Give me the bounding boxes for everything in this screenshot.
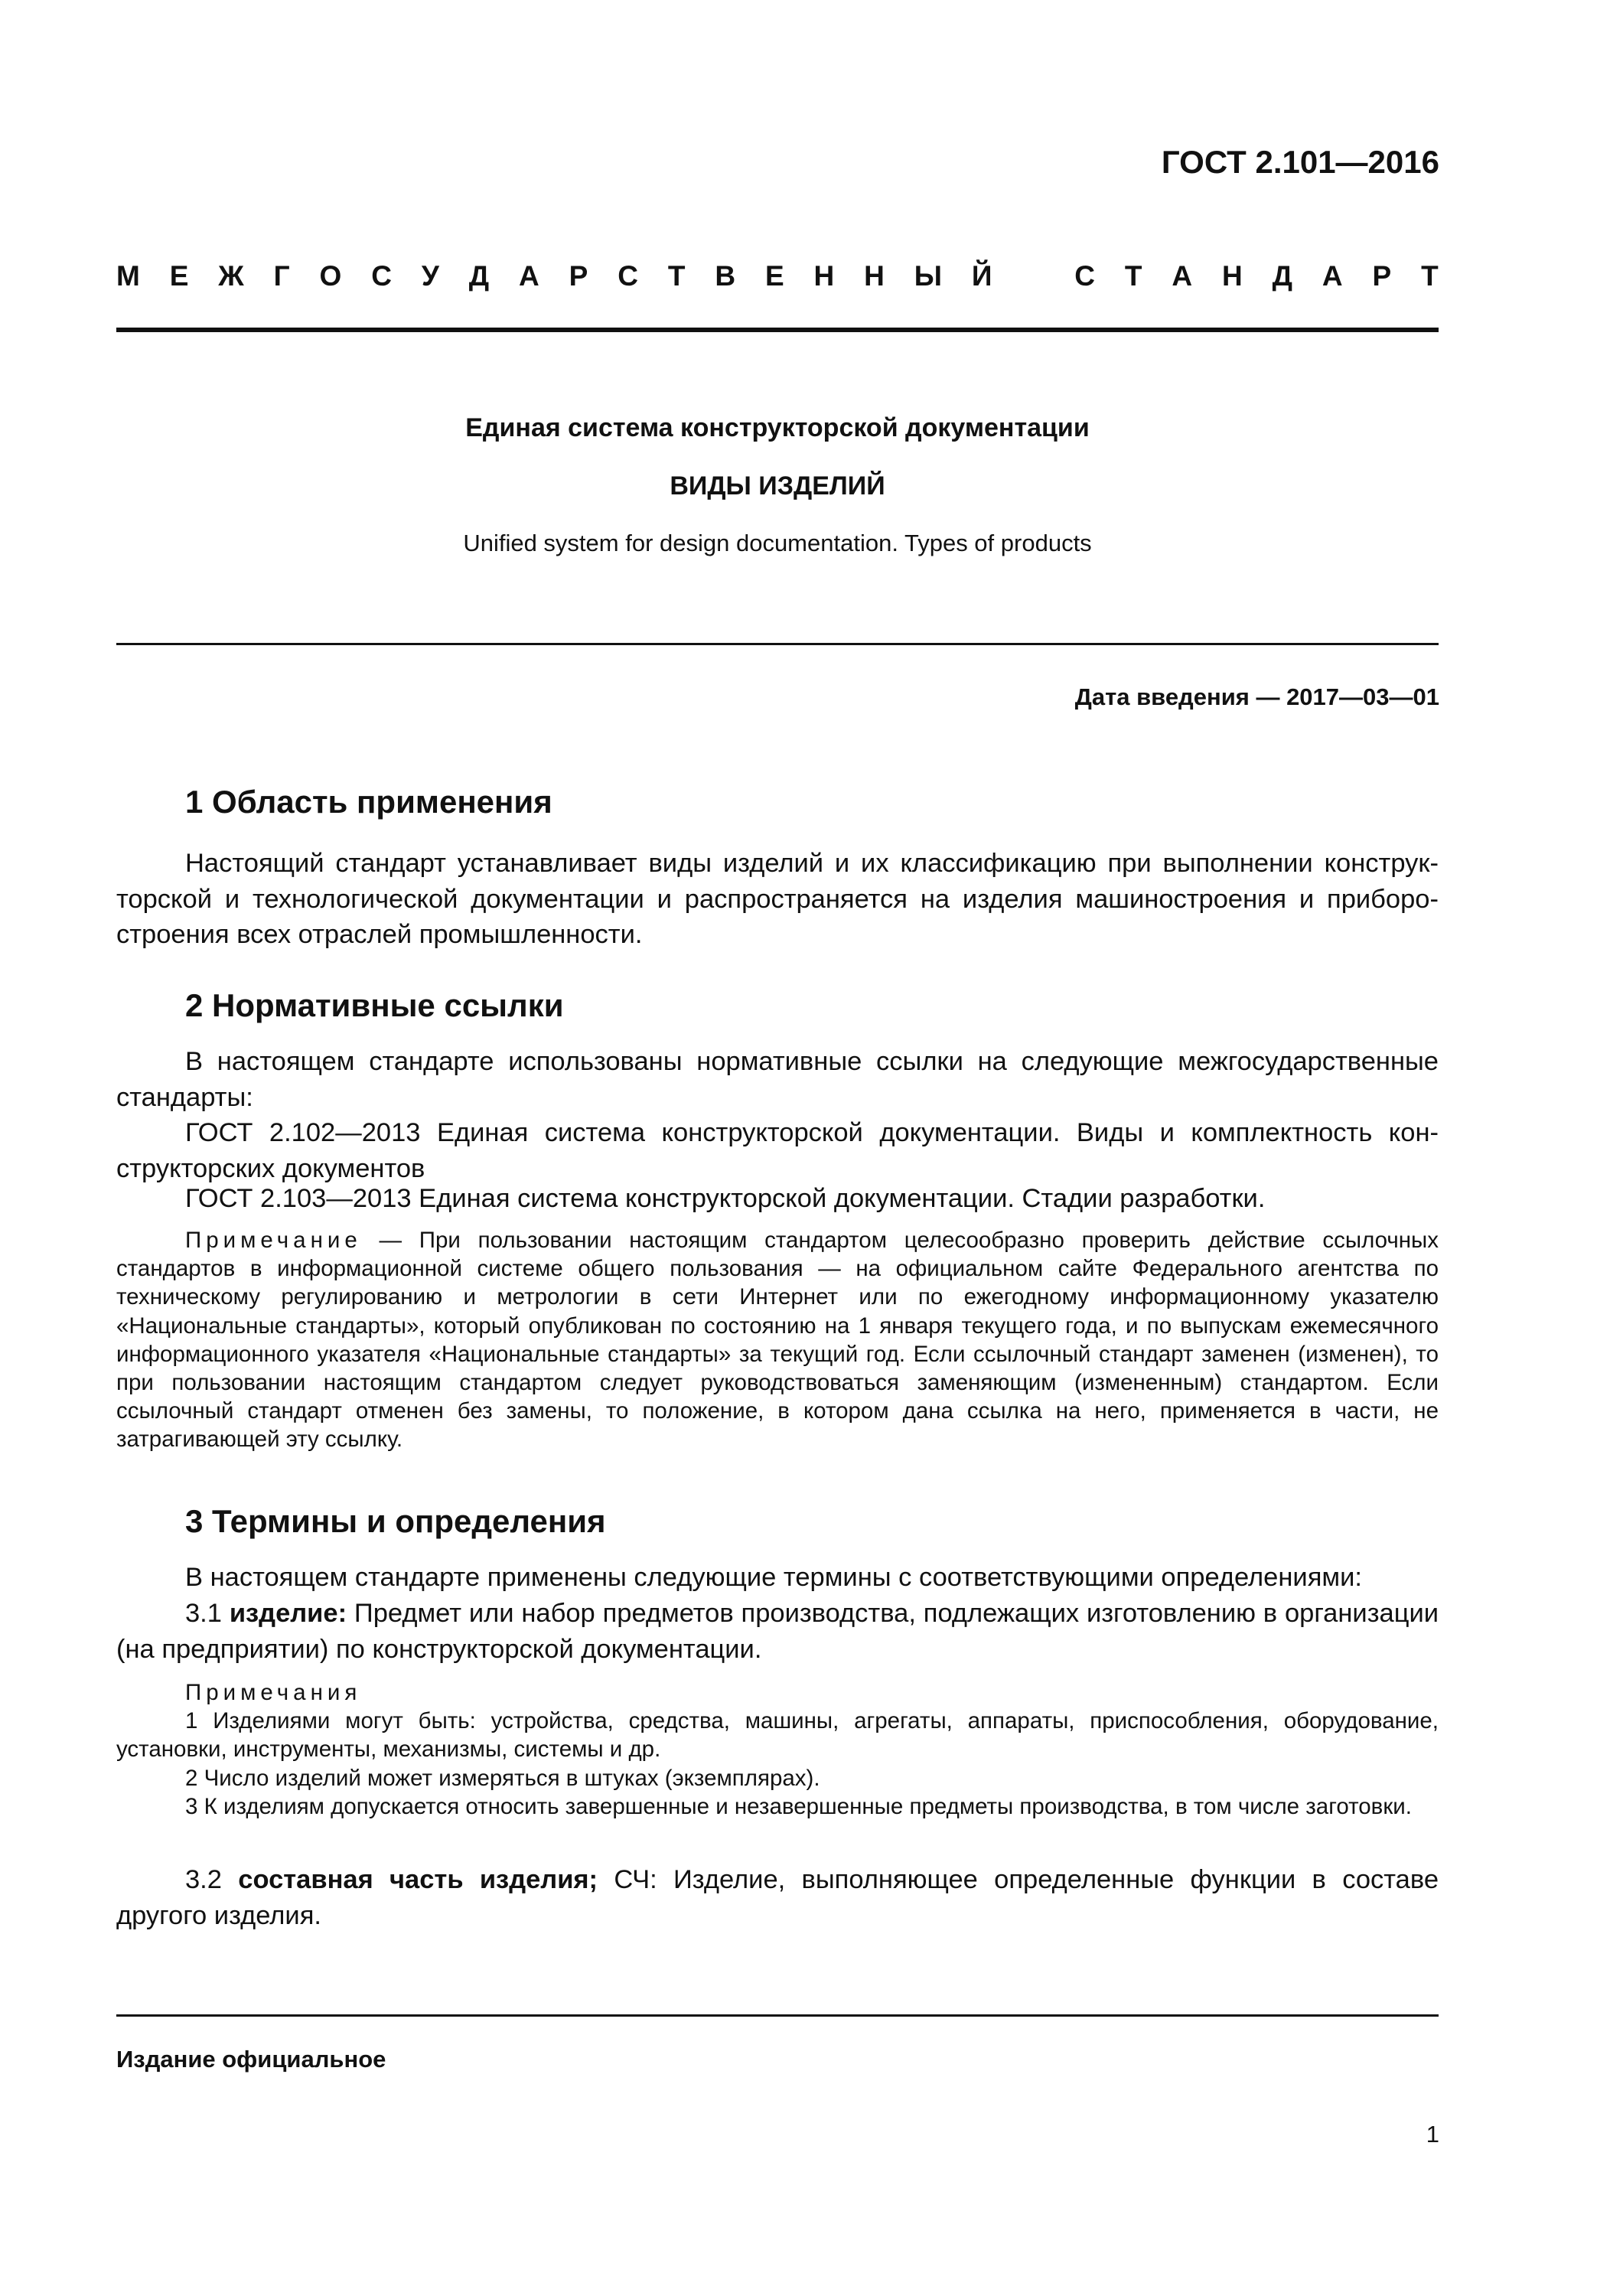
heading-letter: Р bbox=[569, 260, 588, 292]
heading-letter: В bbox=[715, 260, 736, 292]
note-label: Примечание bbox=[185, 1228, 362, 1253]
heading-letter: С bbox=[371, 260, 392, 292]
term-definition: СЧ: Изделие, выполняющее определенные функции в составе другого изделия. bbox=[116, 1865, 1439, 1930]
term-name: изделие: bbox=[229, 1599, 347, 1628]
heading-letter: А bbox=[518, 260, 539, 292]
term-number: 3.1 bbox=[185, 1599, 230, 1628]
heading-letter: М bbox=[116, 260, 140, 292]
official-edition-label: Издание официальное bbox=[116, 2046, 386, 2073]
heading-letter: Т bbox=[667, 260, 686, 292]
section-1-text: Настоящий стандарт устанавливает виды изделий и их классификацию при выполнении конструкторской и технологической документации и распространяется на изделия машиностроения и приборостроения всех отраслей промышленности. bbox=[116, 849, 1439, 949]
page-number: 1 bbox=[1426, 2121, 1439, 2148]
heading-letter: Д bbox=[1272, 260, 1292, 292]
term-number: 3.2 bbox=[185, 1865, 239, 1894]
heading-letter: Н bbox=[1222, 260, 1243, 292]
heading-word-gap bbox=[1022, 260, 1045, 292]
term-3-1 bbox=[116, 1596, 1439, 1667]
heading-letter: Ы bbox=[914, 260, 942, 292]
heading-letter: О bbox=[319, 260, 342, 292]
note-3: 3 К изделиям допускается относить завершенные и незавершенные предметы производства, в том числе заготовки. bbox=[185, 1794, 1412, 1819]
heading-letter: Т bbox=[1124, 260, 1142, 292]
section-3-heading: 3 Термины и определения bbox=[185, 1503, 606, 1539]
section-2-intro: В настоящем стандарте использованы нормативные ссылки на следующие межгосударственные стандарты: bbox=[116, 1047, 1439, 1112]
heading-letter: А bbox=[1172, 260, 1193, 292]
heading-letter: Т bbox=[1421, 260, 1439, 292]
heading-letter: С bbox=[1074, 260, 1095, 292]
note-text: — При пользовании настоящим стандартом целесообразно проверить действие ссылочных стандартов в информационной системе общего пользования — на официальном сайте Федерального агентства по техническому регулированию и метрологии в сети Интернет или по ежегодному информационному указателю «Национальные стандарты», который опубликован по состоянию на 1 января текущего года, и по выпускам ежемесячного информационного указателя «Национальные стандарты» за текущий год. Если ссылочный стандарт заменен (изменен), то при пользовании настоящим стандартом следует руководствоваться заменяющим (измененным) стандартом. Если ссылочный стандарт отменен без замены, то положение, в котором дана ссылка на него, применяется в части, не затрагивающей эту ссылку. bbox=[116, 1228, 1439, 1453]
heading-letter: Н bbox=[864, 260, 885, 292]
note-2: 2 Число изделий может измеряться в штуках (экземплярах). bbox=[185, 1766, 820, 1791]
footer-rule bbox=[116, 2014, 1439, 2017]
doc-title: ВИДЫ ИЗДЕЛИЙ bbox=[670, 471, 885, 501]
top-rule bbox=[116, 328, 1439, 332]
section-2-note bbox=[116, 1226, 1439, 1454]
title-english: Unified system for design documentation. Types of products bbox=[463, 530, 1092, 556]
heading-letter: Ж bbox=[218, 260, 244, 292]
heading-letter: Е bbox=[169, 260, 189, 292]
reference-gost-2-102: ГОСТ 2.102—2013 Единая система конструкторской документации. Виды и комплектность конструкторских документов bbox=[116, 1118, 1439, 1183]
term-name: составная часть изделия; bbox=[238, 1865, 598, 1894]
introduction-date: Дата введения — 2017—03—01 bbox=[1074, 683, 1439, 710]
note-1: 1 Изделиями могут быть: устройства, средства, машины, агрегаты, аппараты, приспособления, оборудование, установки, инструменты, механизмы, системы и др. bbox=[116, 1708, 1439, 1763]
section-3-intro: В настоящем стандарте применены следующие термины с соответствующими определениями: bbox=[185, 1563, 1362, 1592]
interstate-standard-heading bbox=[116, 260, 1439, 292]
section-1-heading: 1 Область применения bbox=[185, 784, 552, 820]
title-rule bbox=[116, 643, 1439, 645]
section-2-heading: 2 Нормативные ссылки bbox=[185, 987, 564, 1023]
heading-letter: А bbox=[1322, 260, 1343, 292]
term-3-2 bbox=[116, 1862, 1439, 1933]
doc-code: ГОСТ 2.101—2016 bbox=[1161, 144, 1439, 180]
notes-label: Примечания bbox=[185, 1680, 362, 1705]
heading-letter: С bbox=[618, 260, 638, 292]
heading-letter: Г bbox=[273, 260, 290, 292]
heading-letter: Р bbox=[1372, 260, 1392, 292]
reference-gost-2-103: ГОСТ 2.103—2013 Единая система конструкторской документации. Стадии разработки. bbox=[185, 1184, 1266, 1213]
term-definition: Предмет или набор предметов производства, подлежащих изготовлению в организации (на предприятии) по конструкторской документации. bbox=[116, 1599, 1439, 1664]
heading-letter: Н bbox=[813, 260, 835, 292]
heading-letter: У bbox=[421, 260, 439, 292]
heading-letter: Е bbox=[764, 260, 784, 292]
heading-letter: Д bbox=[468, 260, 490, 292]
heading-letter: Й bbox=[971, 260, 992, 292]
system-title: Единая система конструкторской документации bbox=[465, 413, 1090, 442]
